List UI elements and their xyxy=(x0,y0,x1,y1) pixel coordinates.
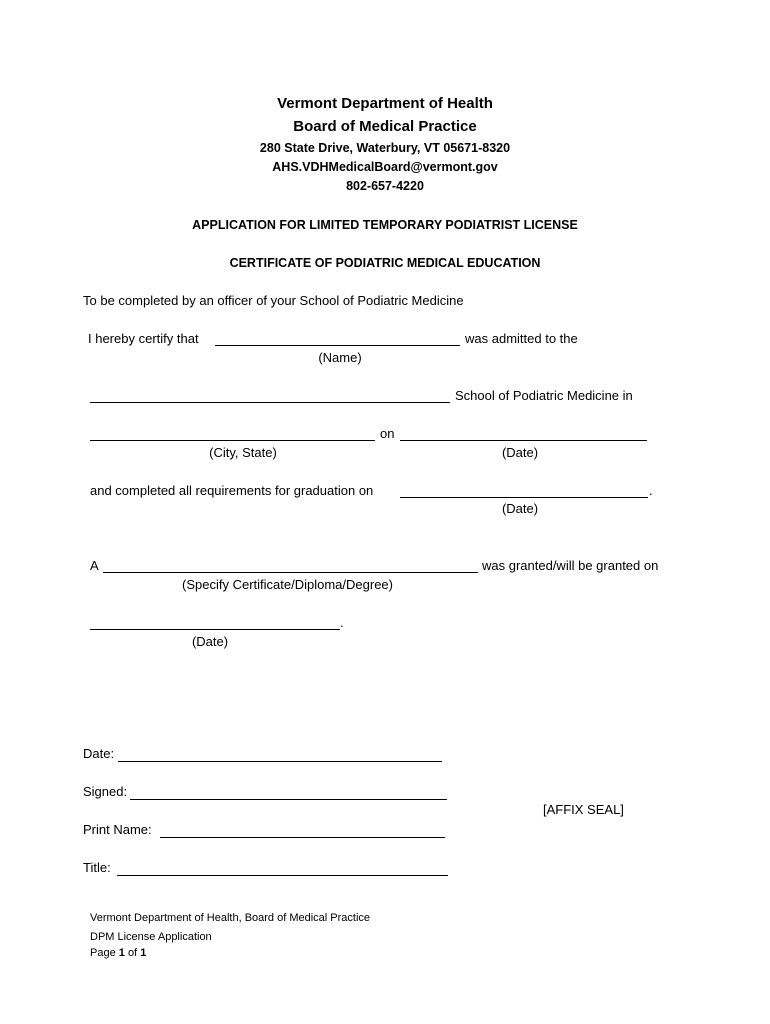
graduation-date-field[interactable] xyxy=(400,497,648,498)
name-field[interactable] xyxy=(215,345,460,346)
document-title: APPLICATION FOR LIMITED TEMPORARY PODIATRIST LICENSE xyxy=(192,218,578,232)
page-prefix: Page xyxy=(90,947,116,959)
title-label: Title: xyxy=(83,860,111,875)
degree-label: (Specify Certificate/Diploma/Degree) xyxy=(182,577,393,592)
print-name-label: Print Name: xyxy=(83,822,152,837)
signed-label: Signed: xyxy=(83,784,128,799)
instruction-text: To be completed by an officer of your School of Podiatric Medicine xyxy=(83,293,464,308)
affix-seal: [AFFIX SEAL] xyxy=(543,802,624,817)
certify-prefix: I hereby certify that xyxy=(88,331,199,346)
school-suffix: School of Podiatric Medicine in xyxy=(455,388,633,403)
email: AHS.VDHMedicalBoard@vermont.gov xyxy=(272,160,498,174)
page-number xyxy=(90,947,146,959)
document-subtitle: CERTIFICATE OF PODIATRIC MEDICAL EDUCATION xyxy=(229,256,541,270)
graduation-date-label: (Date) xyxy=(501,501,539,516)
completed-period: . xyxy=(649,483,653,498)
granted-period: . xyxy=(340,615,344,630)
signed-field[interactable] xyxy=(130,799,447,800)
footer-line2: DPM License Application xyxy=(90,931,212,943)
completed-prefix: and completed all requirements for graduation on xyxy=(90,483,374,498)
footer-line1: Vermont Department of Health, Board of Medical Practice xyxy=(90,912,371,924)
certify-suffix: was admitted to the xyxy=(465,331,578,346)
granted-suffix: was granted/will be granted on xyxy=(482,558,659,573)
print-name-field[interactable] xyxy=(160,837,445,838)
school-field[interactable] xyxy=(90,402,450,403)
a-prefix: A xyxy=(90,558,99,573)
city-state-field[interactable] xyxy=(90,440,375,441)
name-label: (Name) xyxy=(318,350,362,365)
on-text: on xyxy=(380,426,395,441)
page-of: of xyxy=(127,947,138,959)
degree-field[interactable] xyxy=(103,572,478,573)
page-current: 1 xyxy=(118,947,125,959)
board-name: Board of Medical Practice xyxy=(293,118,477,135)
sig-date-field[interactable] xyxy=(118,761,442,762)
granted-date-field[interactable] xyxy=(90,629,340,630)
title-field[interactable] xyxy=(117,875,448,876)
address: 280 State Drive, Waterbury, VT 05671-8320 xyxy=(259,141,511,155)
page-total: 1 xyxy=(140,947,147,959)
org-name: Vermont Department of Health xyxy=(277,95,493,112)
admission-date-label: (Date) xyxy=(501,445,539,460)
city-state-label: (City, State) xyxy=(209,445,277,460)
admission-date-field[interactable] xyxy=(400,440,647,441)
sig-date-label: Date: xyxy=(83,746,115,761)
granted-date-label: (Date) xyxy=(191,634,229,649)
phone: 802-657-4220 xyxy=(346,179,424,193)
